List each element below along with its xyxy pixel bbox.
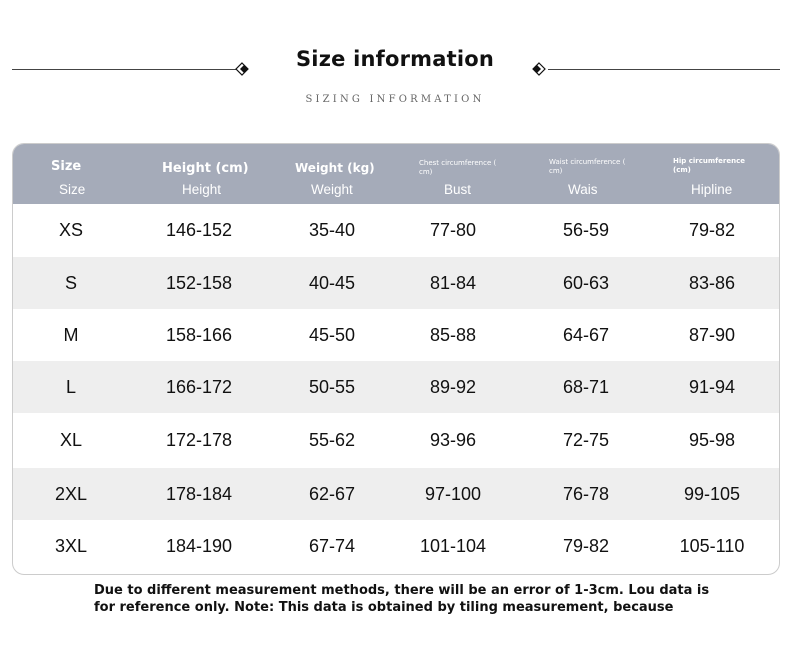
weight-cell: 67-74 (308, 536, 356, 556)
measurement-note: Due to different measurement methods, there will be an error of 1-3cm. Lou data is for reference only. Note: This data is obtained by tiling measurement, because (94, 583, 710, 615)
column-header-label: Waist circumference ( cm) (549, 158, 626, 175)
column-header-sublabel: Weight (311, 182, 353, 197)
table-row (13, 361, 779, 413)
column-header-sublabel: Height (182, 182, 222, 197)
table-row (13, 309, 779, 361)
bust-cell: 101-104 (419, 536, 487, 556)
size-cell: S (64, 273, 77, 293)
weight-cell: 62-67 (308, 484, 356, 504)
page-subtitle: SIZING INFORMATION (305, 94, 485, 105)
weight-cell: 45-50 (308, 325, 356, 345)
size-cell: XL (59, 430, 83, 450)
waist-cell: 68-71 (562, 377, 610, 397)
hip-cell: 83-86 (688, 273, 736, 293)
size-cell: M (63, 325, 79, 345)
decorative-line-right (548, 69, 780, 70)
table-row (13, 520, 779, 572)
hip-cell: 105-110 (679, 536, 745, 556)
table-row (13, 257, 779, 309)
waist-cell: 76-78 (562, 484, 610, 504)
waist-cell: 60-63 (562, 273, 610, 293)
weight-cell: 40-45 (308, 273, 356, 293)
height-cell: 146-152 (165, 220, 233, 240)
height-cell: 158-166 (165, 325, 233, 345)
table-row (13, 414, 779, 466)
size-table (12, 143, 780, 575)
hip-cell: 91-94 (688, 377, 736, 397)
bust-cell: 89-92 (429, 377, 477, 397)
bust-cell: 97-100 (424, 484, 482, 504)
column-header-sublabel: Wais (568, 182, 598, 197)
size-cell: XS (58, 220, 83, 240)
column-header-sublabel: Size (59, 182, 86, 197)
size-cell: 2XL (54, 484, 88, 504)
table-row (13, 468, 779, 520)
column-header-sublabel: Hipline (691, 182, 733, 197)
height-cell: 178-184 (165, 484, 233, 504)
diamond-ornament-right-icon (530, 62, 548, 76)
size-cell: 3XL (54, 536, 88, 556)
table-row (13, 204, 779, 256)
hip-cell: 87-90 (688, 325, 736, 345)
hip-cell: 99-105 (683, 484, 741, 504)
page-header (0, 0, 790, 120)
weight-cell: 55-62 (308, 430, 356, 450)
hip-cell: 95-98 (688, 430, 736, 450)
page-title: Size information (295, 47, 495, 71)
table-header (13, 144, 779, 204)
height-cell: 152-158 (165, 273, 233, 293)
bust-cell: 81-84 (429, 273, 477, 293)
weight-cell: 50-55 (308, 377, 356, 397)
bust-cell: 85-88 (429, 325, 477, 345)
column-header-label: Size (51, 159, 82, 174)
height-cell: 172-178 (165, 430, 233, 450)
waist-cell: 56-59 (562, 220, 610, 240)
height-cell: 184-190 (165, 536, 233, 556)
waist-cell: 79-82 (562, 536, 610, 556)
size-cell: L (65, 377, 76, 397)
height-cell: 166-172 (165, 377, 233, 397)
column-header-label: Weight (kg) (295, 161, 375, 175)
hip-cell: 79-82 (688, 220, 736, 240)
waist-cell: 72-75 (562, 430, 610, 450)
waist-cell: 64-67 (562, 325, 610, 345)
bust-cell: 77-80 (429, 220, 477, 240)
weight-cell: 35-40 (308, 220, 356, 240)
column-header-label: Height (cm) (162, 161, 249, 176)
column-header-label: Hip circumference (cm) (673, 157, 746, 174)
column-header-sublabel: Bust (444, 182, 472, 197)
bust-cell: 93-96 (429, 430, 477, 450)
column-header-label: Chest circumference ( cm) (419, 159, 497, 176)
